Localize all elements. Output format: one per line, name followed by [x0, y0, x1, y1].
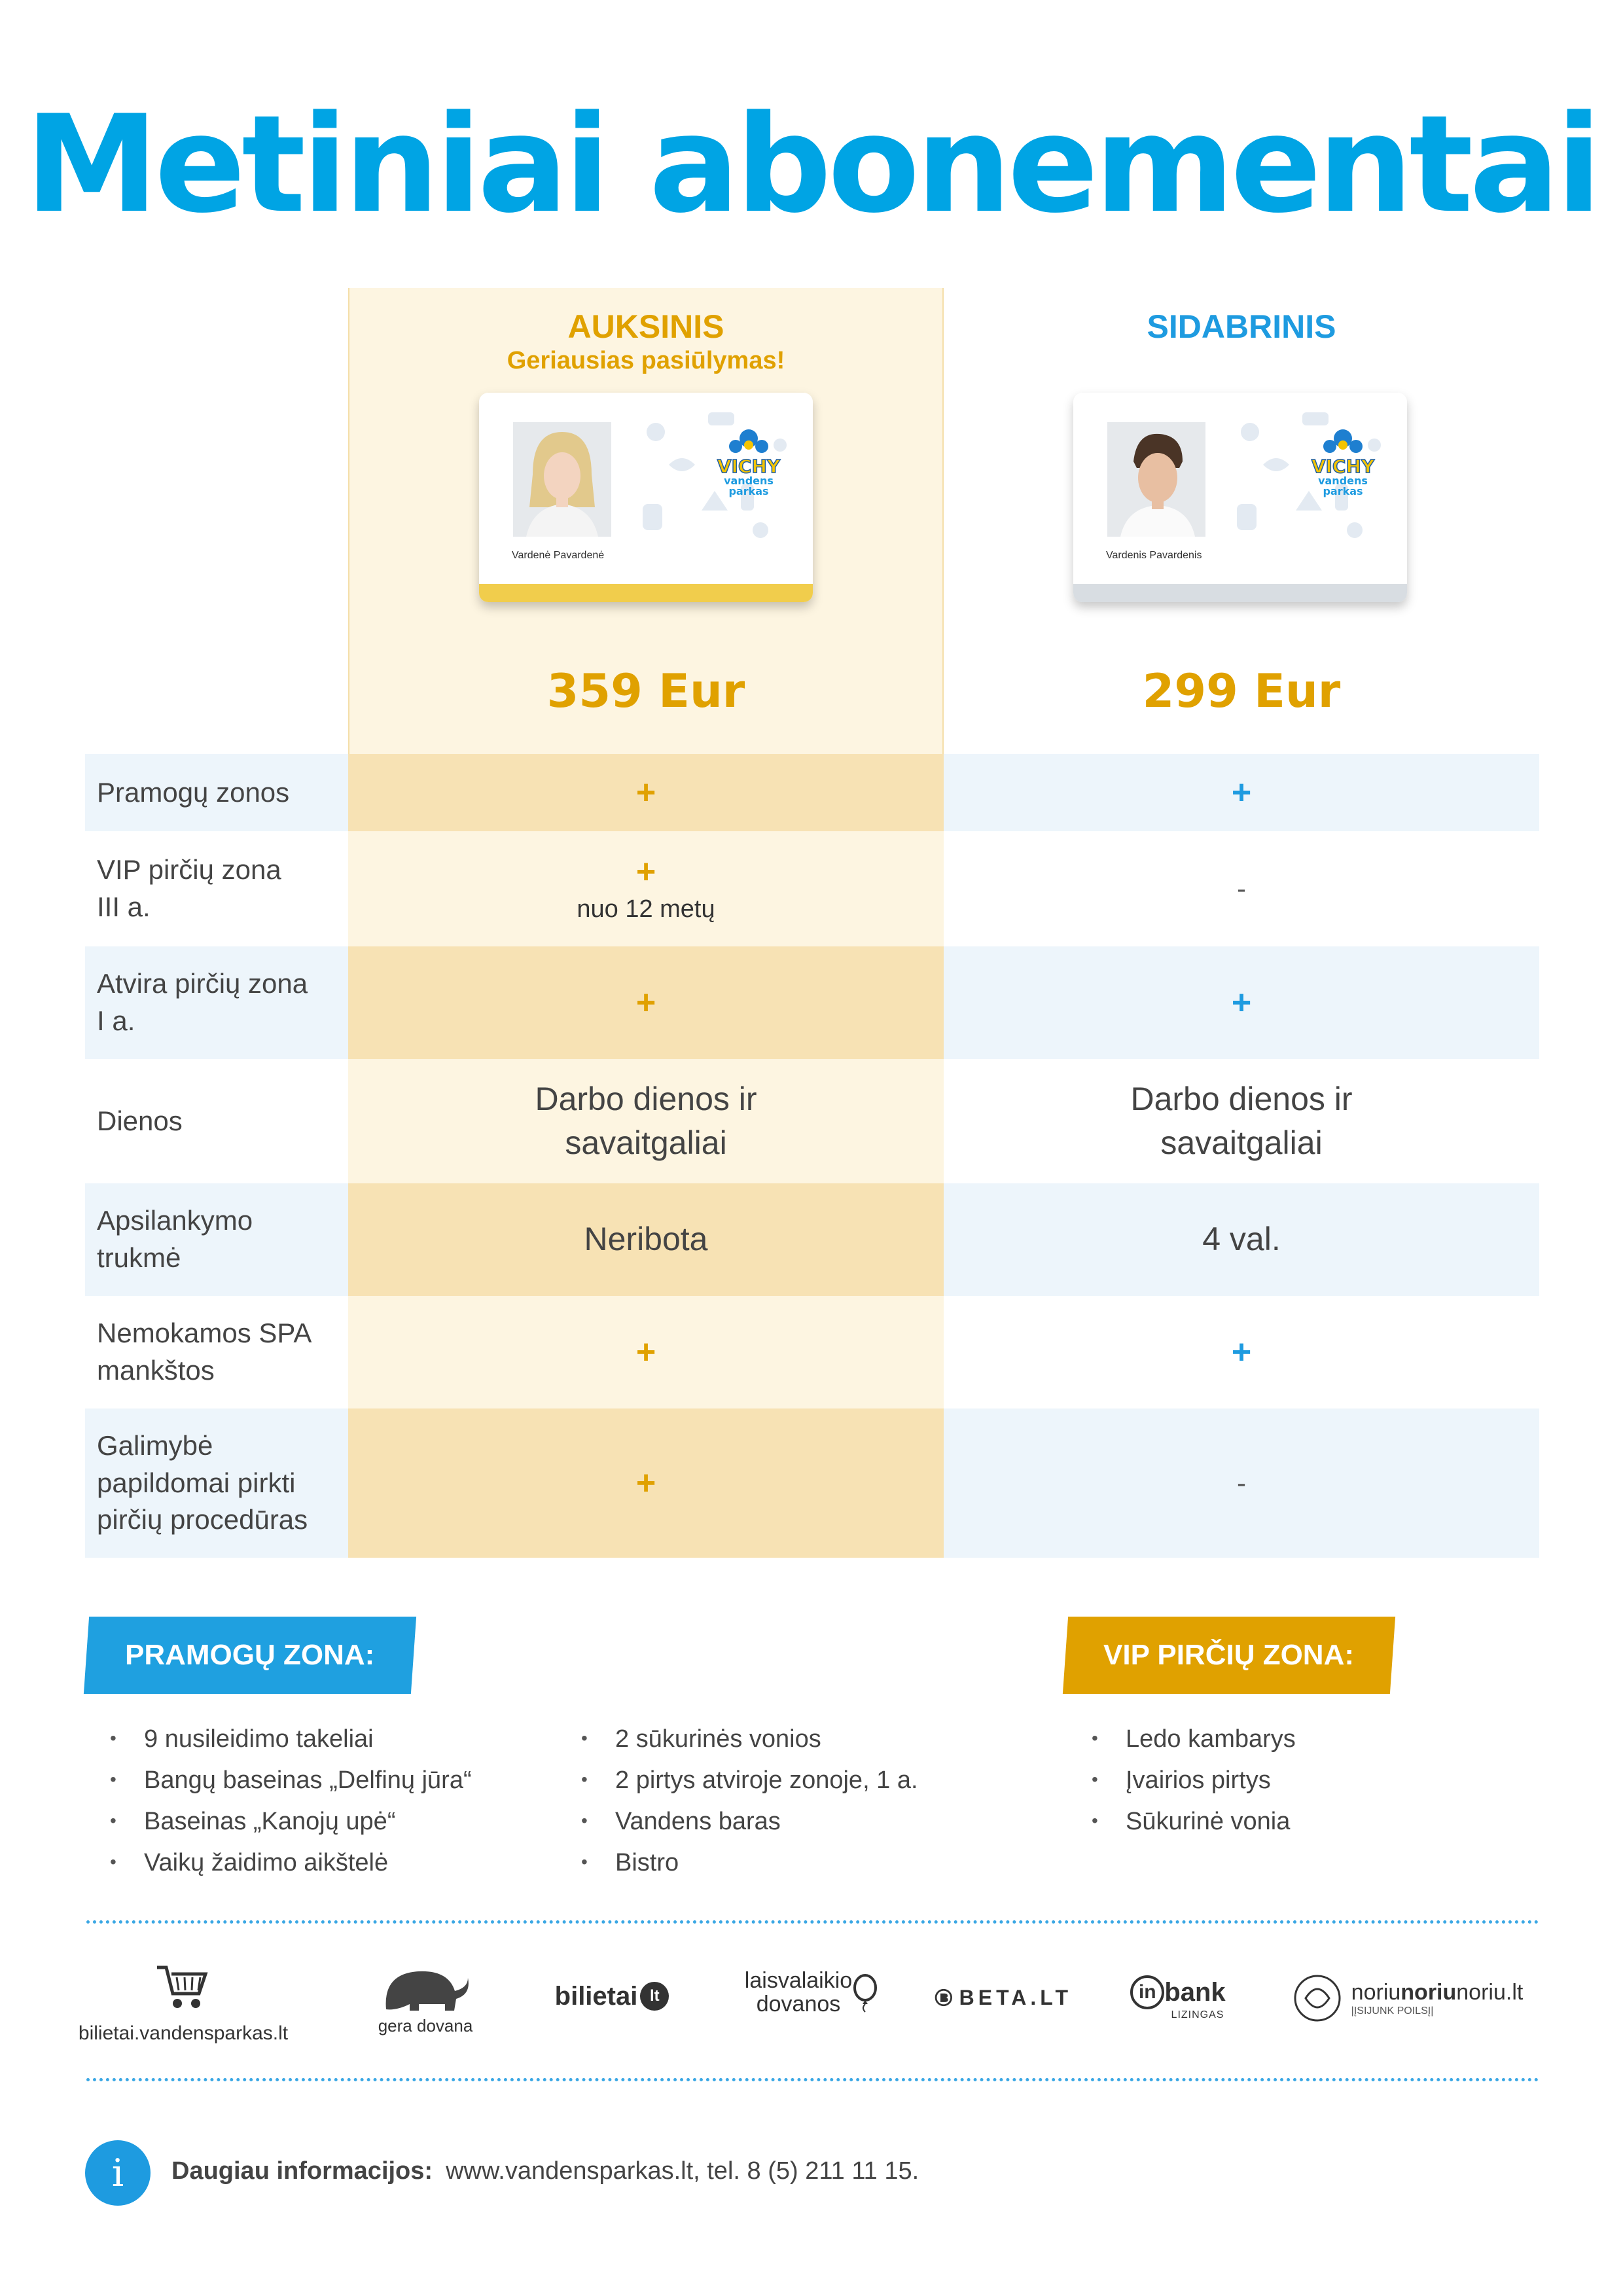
pramogu-zona-heading: PRAMOGŲ ZONA:	[84, 1617, 416, 1694]
list-item: • Vaikų žaidimo aikštelė	[110, 1842, 472, 1883]
row-label: VIP pirčių zona III a.	[85, 831, 348, 946]
divider	[86, 1920, 1539, 1924]
gold-price: 359 Eur	[546, 664, 745, 718]
row-label: Dienos	[85, 1059, 348, 1183]
list-item: • 2 pirtys atviroje zonoje, 1 a.	[581, 1759, 918, 1801]
list-item: • Bangų baseinas „Delfinų jūra“	[110, 1759, 472, 1801]
list-item: • 9 nusileidimo takeliai	[110, 1718, 472, 1759]
list-item: • 2 sūkurinės vonios	[581, 1718, 918, 1759]
list-item: • Baseinas „Kanojų upė“	[110, 1801, 472, 1842]
silver-value: 4 val.	[1202, 1221, 1281, 1258]
vichy-logo-icon	[1304, 419, 1382, 497]
table-row	[85, 1059, 1539, 1183]
vip-zona-heading: VIP PIRČIŲ ZONA:	[1063, 1617, 1395, 1694]
partner-inbank[interactable]: in bank LIZINGAS	[1113, 1962, 1243, 2034]
silver-value: Darbo dienos ir savaitgaliai	[1130, 1080, 1353, 1161]
table-row	[85, 831, 1539, 946]
list-item: • Vandens baras	[581, 1801, 918, 1842]
website-link[interactable]: www.vandensparkas.lt, tel. 8 (5) 211 11 15.	[446, 2157, 919, 2185]
row-label: Pramogų zonos	[85, 754, 348, 831]
gold-value: +	[635, 774, 656, 812]
card-stripe-silver	[1073, 584, 1407, 602]
gold-value: +	[635, 1464, 656, 1502]
gold-value: Darbo dienos ir savaitgaliai	[535, 1080, 757, 1161]
balloon-icon	[852, 1973, 878, 2013]
pramogu-zona-list-1	[110, 1718, 472, 1883]
svg-text:vandens: vandens	[724, 475, 774, 487]
info-icon: i	[85, 2140, 151, 2206]
svg-text:parkas: parkas	[728, 485, 769, 497]
gold-value: +	[635, 852, 656, 891]
contact-info: Daugiau informacijos: www.vandensparkas.lt, tel. 8 (5) 211 11 15.	[171, 2157, 919, 2185]
gold-value-note: nuo 12 metų	[577, 895, 715, 923]
card-holder-name: Vardenis Pavardenis	[1106, 550, 1202, 561]
svg-text:VICHY: VICHY	[1311, 456, 1375, 477]
beta-logo-icon	[935, 1984, 953, 2011]
gold-membership-card	[479, 393, 813, 602]
pramogu-zona-list-2	[581, 1718, 918, 1883]
list-item: • Įvairios pirtys	[1092, 1759, 1296, 1801]
table-row	[85, 754, 1539, 831]
list-item: • Ledo kambarys	[1092, 1718, 1296, 1759]
silver-price: 299 Eur	[1142, 664, 1341, 718]
partner-gera-dovana[interactable]: gera dovana	[353, 1957, 497, 2042]
silver-value: -	[1237, 873, 1246, 904]
silver-value: -	[1237, 1467, 1246, 1498]
partner-beta-lt[interactable]: BETA.LT	[935, 1971, 1072, 2024]
silver-value: +	[1231, 984, 1252, 1022]
partner-bilietai-vandensparkas[interactable]: bilietai.vandensparkas.lt	[79, 1954, 288, 2052]
partner-noriu-lt[interactable]: noriunoriunoriu.lt |ĮSIJUNK POILSĮ|	[1276, 1962, 1538, 2034]
avatar	[513, 422, 611, 537]
svg-text:VICHY: VICHY	[717, 456, 781, 477]
elephant-icon	[380, 1964, 471, 2016]
partner-laisvalaikio-dovanos[interactable]: laisvalaikio dovanos	[733, 1957, 890, 2029]
partner-bilietai-lt[interactable]: bilietai lt	[543, 1970, 681, 2022]
svg-text:parkas: parkas	[1323, 485, 1363, 497]
shopping-cart-icon	[154, 1961, 213, 2013]
silver-plan-name: SIDABRINIS	[1147, 308, 1336, 345]
gold-plan-name: AUKSINIS	[567, 308, 724, 345]
noriu-logo-icon	[1291, 1972, 1344, 2024]
page-title: Metiniai abonementai	[25, 87, 1598, 243]
list-item: • Bistro	[581, 1842, 918, 1883]
table-row	[85, 946, 1539, 1059]
row-label: Galimybė papildomai pirkti pirčių procedūras	[85, 1408, 348, 1558]
card-holder-name: Vardenė Pavardenė	[512, 550, 605, 561]
silver-membership-card	[1073, 393, 1407, 602]
row-label: Atvira pirčių zona I a.	[85, 946, 348, 1059]
row-label: Apsilankymo trukmė	[85, 1183, 348, 1296]
vip-zona-list	[1092, 1718, 1296, 1842]
card-stripe-gold	[479, 584, 813, 602]
divider	[86, 2078, 1539, 2081]
row-label: Nemokamos SPA mankštos	[85, 1296, 348, 1408]
avatar	[1107, 422, 1205, 537]
gold-value: +	[635, 984, 656, 1022]
silver-value: +	[1231, 1333, 1252, 1371]
table-row	[85, 1296, 1539, 1408]
list-item: • Sūkurinė vonia	[1092, 1801, 1296, 1842]
silver-value: +	[1231, 774, 1252, 812]
table-row	[85, 1408, 1539, 1558]
table-row	[85, 1183, 1539, 1296]
svg-text:vandens: vandens	[1318, 475, 1368, 487]
vichy-logo-icon	[709, 419, 788, 497]
gold-value: +	[635, 1333, 656, 1371]
gold-plan-subtitle: Geriausias pasiūlymas!	[507, 347, 785, 374]
gold-value: Neribota	[584, 1221, 708, 1258]
